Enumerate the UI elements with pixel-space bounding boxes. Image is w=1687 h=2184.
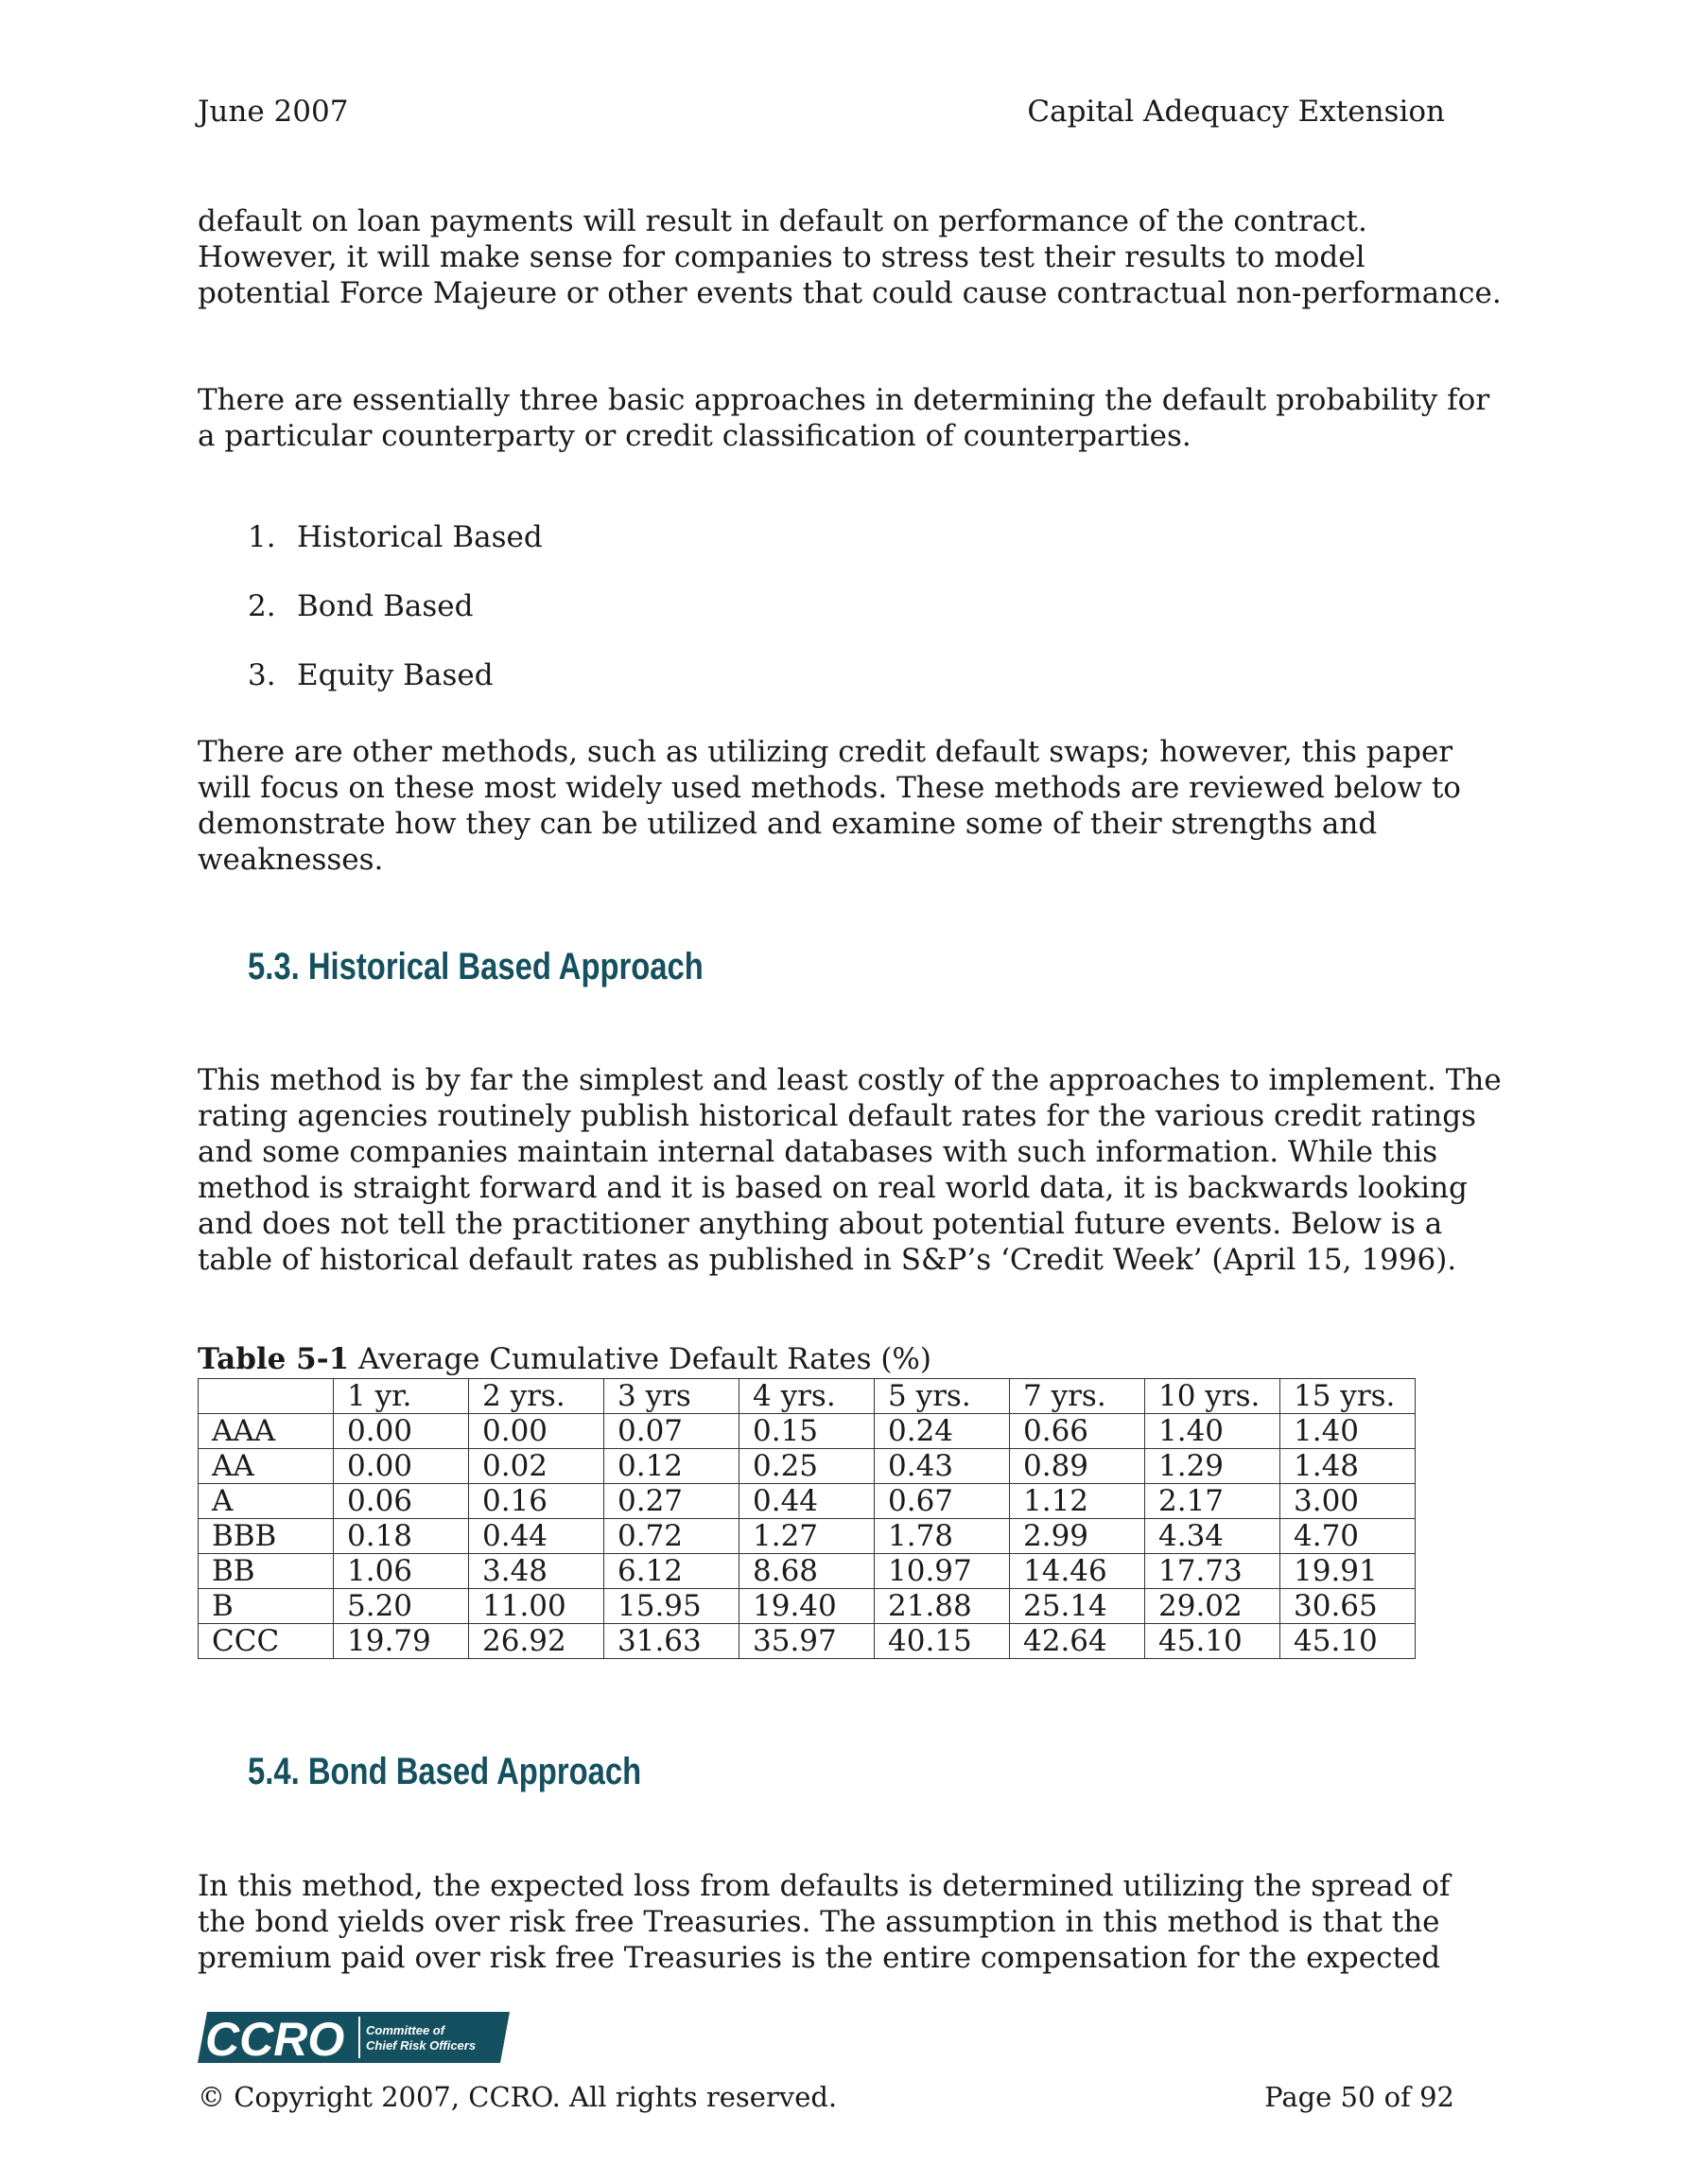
table-caption-label: Table 5-1 (198, 1342, 350, 1376)
rate-cell: 19.40 (739, 1589, 875, 1624)
rate-cell: 0.12 (604, 1449, 739, 1484)
rate-cell: 17.73 (1145, 1554, 1280, 1589)
paragraph-approaches: There are essentially three basic approaches in determining the default probability for a particular counterparty or credit classification of counterparties. (198, 383, 1490, 453)
rating-cell: AA (199, 1449, 334, 1484)
rating-cell: CCC (199, 1624, 334, 1659)
approach-list (248, 520, 543, 727)
rate-cell: 26.92 (469, 1624, 604, 1659)
rate-cell: 30.65 (1280, 1589, 1416, 1624)
table-header-row (199, 1379, 1416, 1414)
rate-cell: 0.67 (875, 1484, 1010, 1519)
table-row (199, 1624, 1416, 1659)
rate-cell: 2.99 (1010, 1519, 1145, 1554)
rate-cell: 0.72 (604, 1519, 739, 1554)
rating-cell: B (199, 1589, 334, 1624)
rate-cell: 1.78 (875, 1519, 1010, 1554)
list-label: Equity Based (297, 658, 494, 692)
paragraph-historical: This method is by far the simplest and least costly of the approaches to implement. The rating agencies routinely publish historical default rates for the various credit ratings and some companies maintain internal databases with such information. While this method is straight forward and it is based on real world data, it is backwards looking and does not tell the practitioner anything about potential future events. Below is a table of historical default rates as published in S&P’s ‘Credit Week’ (April 15, 1996). (198, 1063, 1502, 1277)
header-date: June 2007 (198, 95, 349, 129)
table-row (199, 1414, 1416, 1449)
rate-cell: 0.43 (875, 1449, 1010, 1484)
table-row (199, 1449, 1416, 1484)
rate-cell: 42.64 (1010, 1624, 1145, 1659)
rating-cell: AAA (199, 1414, 334, 1449)
column-header: 3 yrs (604, 1379, 739, 1414)
rate-cell: 0.89 (1010, 1449, 1145, 1484)
rate-cell: 0.02 (469, 1449, 604, 1484)
rate-cell: 11.00 (469, 1589, 604, 1624)
rate-cell: 0.00 (469, 1414, 604, 1449)
section-heading-bond: 5.4. Bond Based Approach (248, 1751, 642, 1792)
list-number: 1. (248, 520, 276, 554)
rate-cell: 1.40 (1280, 1414, 1416, 1449)
column-header: 5 yrs. (875, 1379, 1010, 1414)
table-row (199, 1519, 1416, 1554)
rate-cell: 45.10 (1280, 1624, 1416, 1659)
column-header: 4 yrs. (739, 1379, 875, 1414)
paragraph-other-methods: There are other methods, such as utilizing credit default swaps; however, this paper will focus on these most widely used methods. These methods are reviewed below to demonstrate how they can be utilized and examine some of their strengths and weaknesses. (198, 735, 1461, 877)
rate-cell: 0.24 (875, 1414, 1010, 1449)
column-header: 2 yrs. (469, 1379, 604, 1414)
rate-cell: 1.48 (1280, 1449, 1416, 1484)
rate-cell: 19.79 (334, 1624, 469, 1659)
rate-cell: 1.40 (1145, 1414, 1280, 1449)
list-number: 3. (248, 658, 276, 692)
rate-cell: 25.14 (1010, 1589, 1145, 1624)
list-item (248, 520, 543, 589)
rating-cell: A (199, 1484, 334, 1519)
table-row (199, 1589, 1416, 1624)
logo-subtitle-2: Chief Risk Officers (366, 2038, 477, 2053)
rate-cell: 1.06 (334, 1554, 469, 1589)
rate-cell: 15.95 (604, 1589, 739, 1624)
rate-cell: 1.27 (739, 1519, 875, 1554)
rate-cell: 2.17 (1145, 1484, 1280, 1519)
table-caption (198, 1342, 931, 1376)
column-header: 15 yrs. (1280, 1379, 1416, 1414)
table-row (199, 1484, 1416, 1519)
header-title: Capital Adequacy Extension (1027, 95, 1445, 129)
table-header (199, 1379, 1416, 1414)
rate-cell: 31.63 (604, 1624, 739, 1659)
section-heading-historical: 5.3. Historical Based Approach (248, 946, 704, 987)
logo-wordmark: CCRO (205, 2013, 345, 2063)
list-label: Bond Based (297, 589, 474, 623)
rate-cell: 35.97 (739, 1624, 875, 1659)
rate-cell: 4.34 (1145, 1519, 1280, 1554)
rate-cell: 3.48 (469, 1554, 604, 1589)
rate-cell: 3.00 (1280, 1484, 1416, 1519)
rate-cell: 0.16 (469, 1484, 604, 1519)
table-caption-text: Average Cumulative Default Rates (%) (349, 1342, 931, 1376)
rate-cell: 0.07 (604, 1414, 739, 1449)
rate-cell: 10.97 (875, 1554, 1010, 1589)
rate-cell: 8.68 (739, 1554, 875, 1589)
rating-cell: BB (199, 1554, 334, 1589)
rate-cell: 5.20 (334, 1589, 469, 1624)
paragraph-intro: default on loan payments will result in default on performance of the contract. However, it will make sense for companies to stress test their results to model potential Force Majeure or other events that could cause contractual non-performance. (198, 204, 1502, 310)
rate-cell: 45.10 (1145, 1624, 1280, 1659)
rate-cell: 0.15 (739, 1414, 875, 1449)
footer-copyright: © Copyright 2007, CCRO. All rights reserved. (198, 2081, 838, 2113)
footer-page-number: Page 50 of 92 (1264, 2081, 1454, 2113)
logo-subtitle-1: Committee of (366, 2023, 445, 2037)
rate-cell: 19.91 (1280, 1554, 1416, 1589)
rating-cell: BBB (199, 1519, 334, 1554)
rate-cell: 1.29 (1145, 1449, 1280, 1484)
rate-cell: 1.12 (1010, 1484, 1145, 1519)
rate-cell: 21.88 (875, 1589, 1010, 1624)
column-header: 7 yrs. (1010, 1379, 1145, 1414)
list-label: Historical Based (297, 520, 543, 554)
rate-cell: 14.46 (1010, 1554, 1145, 1589)
list-number: 2. (248, 589, 276, 623)
table-corner-cell (199, 1379, 334, 1414)
rate-cell: 0.44 (739, 1484, 875, 1519)
table-body (199, 1414, 1416, 1659)
rate-cell: 6.12 (604, 1554, 739, 1589)
rate-cell: 0.25 (739, 1449, 875, 1484)
column-header: 10 yrs. (1145, 1379, 1280, 1414)
paragraph-bond: In this method, the expected loss from defaults is determined utilizing the spread of the bond yields over risk free Treasuries. The assumption in this method is that the premium paid over risk free Treasuries is the entire compensation for the expected (198, 1869, 1451, 1975)
list-item (248, 589, 543, 658)
rate-cell: 0.66 (1010, 1414, 1145, 1449)
rate-cell: 0.06 (334, 1484, 469, 1519)
rate-cell: 0.18 (334, 1519, 469, 1554)
rate-cell: 0.00 (334, 1414, 469, 1449)
rate-cell: 4.70 (1280, 1519, 1416, 1554)
rate-cell: 40.15 (875, 1624, 1010, 1659)
rate-cell: 0.44 (469, 1519, 604, 1554)
column-header: 1 yr. (334, 1379, 469, 1414)
rate-cell: 29.02 (1145, 1589, 1280, 1624)
rate-cell: 0.00 (334, 1449, 469, 1484)
table-row (199, 1554, 1416, 1589)
rate-cell: 0.27 (604, 1484, 739, 1519)
default-rates-table (198, 1378, 1416, 1659)
ccro-logo (198, 2012, 510, 2063)
list-item (248, 658, 543, 727)
